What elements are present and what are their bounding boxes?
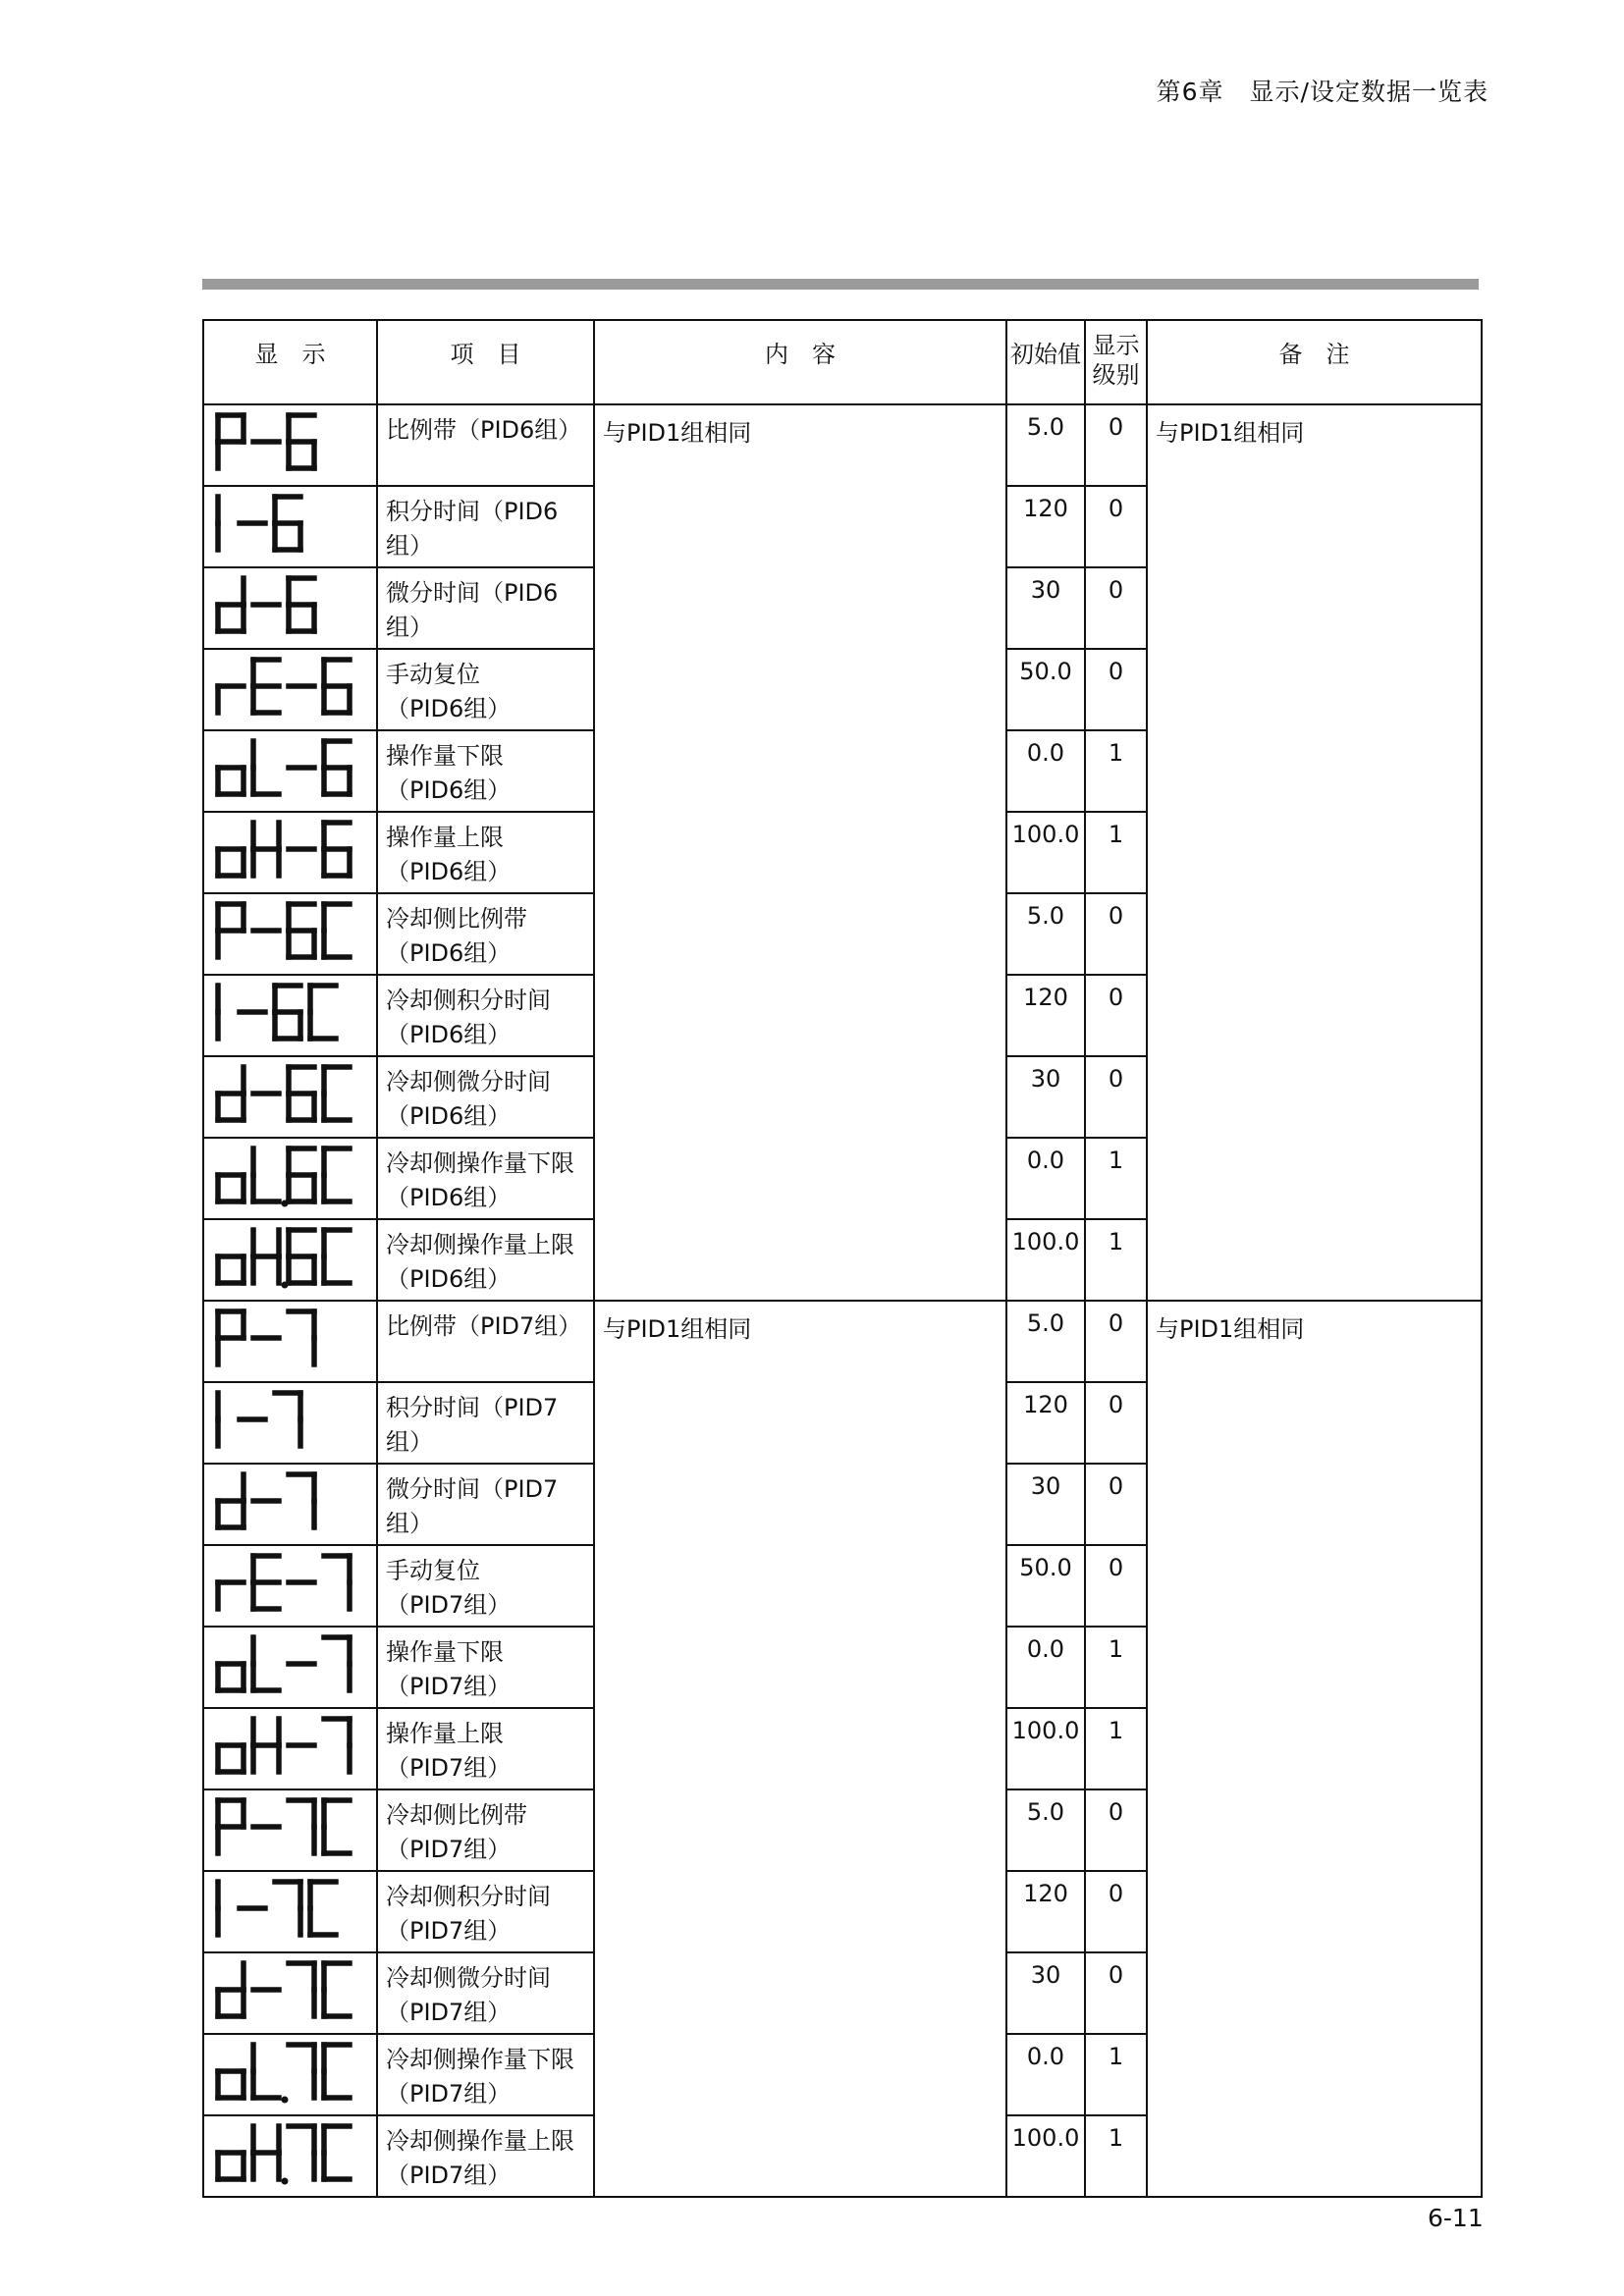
display-level: 1: [1085, 2034, 1147, 2115]
display-level: 0: [1085, 567, 1147, 649]
lcd-code: [203, 1464, 377, 1545]
item-name: 冷却侧比例带 （PID7组）: [377, 1789, 594, 1871]
header-level: 显示级别: [1085, 320, 1147, 404]
item-name: 冷却侧操作量上限 （PID6组）: [377, 1219, 594, 1301]
display-level: 0: [1085, 893, 1147, 975]
lcd-code: [203, 1382, 377, 1464]
initial-value: 5.0: [1006, 1789, 1085, 1871]
table-row: [203, 404, 1482, 486]
lcd-code: [203, 1301, 377, 1382]
lcd-code: [203, 486, 377, 567]
lcd-code: [203, 1789, 377, 1871]
item-name: 冷却侧操作量下限 （PID6组）: [377, 1138, 594, 1219]
section-rule: [202, 279, 1479, 290]
item-name: 操作量上限 （PID7组）: [377, 1708, 594, 1789]
item-name: 积分时间（PID6组）: [377, 486, 594, 567]
display-level: 1: [1085, 730, 1147, 812]
lcd-code: [203, 1056, 377, 1138]
lcd-code: [203, 567, 377, 649]
lcd-code: [203, 649, 377, 730]
item-name: 比例带（PID6组）: [377, 404, 594, 486]
initial-value: 120: [1006, 1382, 1085, 1464]
display-level: 0: [1085, 1382, 1147, 1464]
initial-value: 100.0: [1006, 1219, 1085, 1301]
item-name: 比例带（PID7组）: [377, 1301, 594, 1382]
display-level: 0: [1085, 1464, 1147, 1545]
header-display: 显 示: [203, 320, 377, 404]
display-level: 0: [1085, 404, 1147, 486]
item-name: 微分时间（PID6组）: [377, 567, 594, 649]
note-cell: 与PID1组相同: [1147, 1301, 1482, 2197]
chapter-header: 第6章 显示/设定数据一览表: [1156, 78, 1489, 106]
item-name: 冷却侧积分时间 （PID7组）: [377, 1871, 594, 1952]
display-level: 0: [1085, 1789, 1147, 1871]
table-row: [203, 1301, 1482, 1382]
display-level: 0: [1085, 1301, 1147, 1382]
initial-value: 0.0: [1006, 2034, 1085, 2115]
lcd-code: [203, 1871, 377, 1952]
table-body: [203, 404, 1482, 2197]
display-level: 0: [1085, 649, 1147, 730]
item-name: 微分时间（PID7组）: [377, 1464, 594, 1545]
initial-value: 100.0: [1006, 1708, 1085, 1789]
item-name: 冷却侧微分时间 （PID6组）: [377, 1056, 594, 1138]
display-level: 1: [1085, 1627, 1147, 1708]
parameter-table: [202, 319, 1483, 2198]
item-name: 操作量下限 （PID6组）: [377, 730, 594, 812]
initial-value: 50.0: [1006, 649, 1085, 730]
initial-value: 50.0: [1006, 1545, 1085, 1627]
initial-value: 0.0: [1006, 730, 1085, 812]
lcd-code: [203, 1219, 377, 1301]
lcd-code: [203, 812, 377, 893]
header-content: 内 容: [594, 320, 1006, 404]
item-name: 操作量上限 （PID6组）: [377, 812, 594, 893]
item-name: 冷却侧操作量下限 （PID7组）: [377, 2034, 594, 2115]
initial-value: 120: [1006, 1871, 1085, 1952]
lcd-code: [203, 1138, 377, 1219]
initial-value: 5.0: [1006, 893, 1085, 975]
item-name: 手动复位 （PID6组）: [377, 649, 594, 730]
item-name: 积分时间（PID7组）: [377, 1382, 594, 1464]
item-name: 冷却侧微分时间 （PID7组）: [377, 1952, 594, 2034]
initial-value: 30: [1006, 1464, 1085, 1545]
content-cell: 与PID1组相同: [594, 1301, 1006, 2197]
display-level: 1: [1085, 2115, 1147, 2197]
item-name: 冷却侧积分时间 （PID6组）: [377, 975, 594, 1056]
display-level: 1: [1085, 1138, 1147, 1219]
lcd-code: [203, 1952, 377, 2034]
lcd-code: [203, 2115, 377, 2197]
lcd-code: [203, 893, 377, 975]
item-name: 冷却侧操作量上限 （PID7组）: [377, 2115, 594, 2197]
display-level: 1: [1085, 1708, 1147, 1789]
item-name: 手动复位 （PID7组）: [377, 1545, 594, 1627]
header-note: 备 注: [1147, 320, 1482, 404]
item-name: 操作量下限 （PID7组）: [377, 1627, 594, 1708]
content-cell: 与PID1组相同: [594, 404, 1006, 1301]
initial-value: 30: [1006, 1056, 1085, 1138]
initial-value: 100.0: [1006, 2115, 1085, 2197]
page-number: 6-11: [1428, 2204, 1484, 2232]
header-initial: 初始值: [1006, 320, 1085, 404]
display-level: 1: [1085, 1219, 1147, 1301]
initial-value: 0.0: [1006, 1627, 1085, 1708]
display-level: 1: [1085, 812, 1147, 893]
display-level: 0: [1085, 975, 1147, 1056]
item-name: 冷却侧比例带 （PID6组）: [377, 893, 594, 975]
initial-value: 30: [1006, 1952, 1085, 2034]
note-cell: 与PID1组相同: [1147, 404, 1482, 1301]
initial-value: 30: [1006, 567, 1085, 649]
display-level: 0: [1085, 1545, 1147, 1627]
initial-value: 100.0: [1006, 812, 1085, 893]
display-level: 0: [1085, 1871, 1147, 1952]
initial-value: 120: [1006, 486, 1085, 567]
lcd-code: [203, 1545, 377, 1627]
initial-value: 120: [1006, 975, 1085, 1056]
initial-value: 0.0: [1006, 1138, 1085, 1219]
display-level: 0: [1085, 1952, 1147, 2034]
lcd-code: [203, 1708, 377, 1789]
lcd-code: [203, 1627, 377, 1708]
initial-value: 5.0: [1006, 1301, 1085, 1382]
lcd-code: [203, 730, 377, 812]
lcd-code: [203, 2034, 377, 2115]
header-item: 项 目: [377, 320, 594, 404]
initial-value: 5.0: [1006, 404, 1085, 486]
lcd-code: [203, 404, 377, 486]
display-level: 0: [1085, 486, 1147, 567]
display-level: 0: [1085, 1056, 1147, 1138]
lcd-code: [203, 975, 377, 1056]
